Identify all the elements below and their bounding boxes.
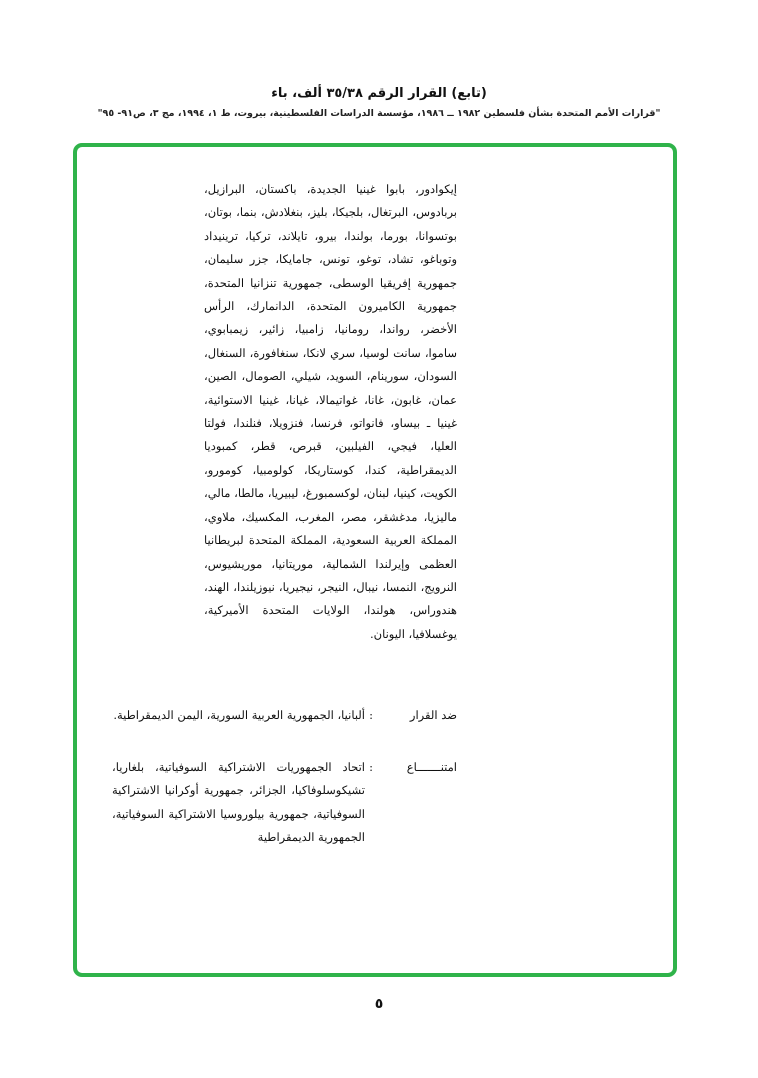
in-favour-list: إيكوادور، بابوا غينيا الجديدة، باكستان، البرازيل، بربادوس، البرتغال، بلجيكا، بليز، بنغلادش، بنما، بوتان، بوتسوانا، بورما، بولندا، بيرو، تايلاند، تركيا، ترينيداد وتوباغو، تشاد، توغو، تونس، جامايكا، جزر سليمان، جمهورية إفريقيا الوسطى، جمهورية تنزانيا المتحدة، جمهورية الكاميرون المتحدة، الدانمارك، الرأس الأخضر، رواندا، رومانيا، زامبيا، زائير، زيمبابوي، ساموا، سانت لوسيا، سري لانكا، سنغافورة، السنغال، السودان، سورينام، السويد، شيلي، الصومال، الصين، عمان، غابون، غانا، غواتيمالا، غيانا، غينيا الاستوائية، غينيا ـ بيساو، فانواتو، فرنسا، فنزويلا، فنلندا، فولتا العليا، فيجي، الفيلبين، قبرص، قطر، كمبوديا الديمقراطية، كندا، كوستاريكا، كولومبيا، كومورو، الكويت، كينيا، لبنان، لوكسمبورغ، ليبيريا، مالطا، مالي، ماليزيا، مدغشقر، مصر، المغرب، المكسيك، ملاوي، المملكة العربية السعودية، المملكة المتحدة لبريطانيا العظمى وإيرلندا الشمالية، موريتانيا، موريشيوس، النرويج، النمسا، نيبال، النيجر، نيجيريا، نيوزيلندا، الهند، هندوراس، هولندا، الولايات المتحدة الأميركية، يوغسلافيا، اليونان. <box>204 182 457 641</box>
abstain-label: امتنـــــــاع <box>406 760 457 774</box>
abstain-colon: : <box>369 760 373 774</box>
source-citation: "قرارات الأمم المتحدة بشأن فلسطين ١٩٨٢ ــ ١٩٨٦، مؤسسة الدراسات الفلسطينية، بيروت، ط ١، ١٩٩٤، مج ٣، ص٩١- ٩٥" <box>97 108 661 119</box>
against-row <box>112 704 457 752</box>
page-title: (تابع) القرار الرقم ٣٥/٣٨ ألف، باء <box>271 86 487 101</box>
against-colon: : <box>369 708 373 722</box>
abstain-row <box>112 756 457 856</box>
against-list: ألبانيا، الجمهورية العربية السورية، اليمن الديمقراطية. <box>113 708 365 722</box>
against-label: ضد القرار <box>409 708 457 722</box>
page-number: ٥ <box>374 996 384 1012</box>
abstain-list: اتحاد الجمهوريات الاشتراكية السوفياتية، بلغاريا، تشيكوسلوفاكيا، الجزائر، جمهورية أوكرانيا الاشتراكية السوفياتية، جمهورية بيلوروسيا الاشتراكية السوفياتية، الجمهورية الديمقراطية <box>112 760 365 845</box>
